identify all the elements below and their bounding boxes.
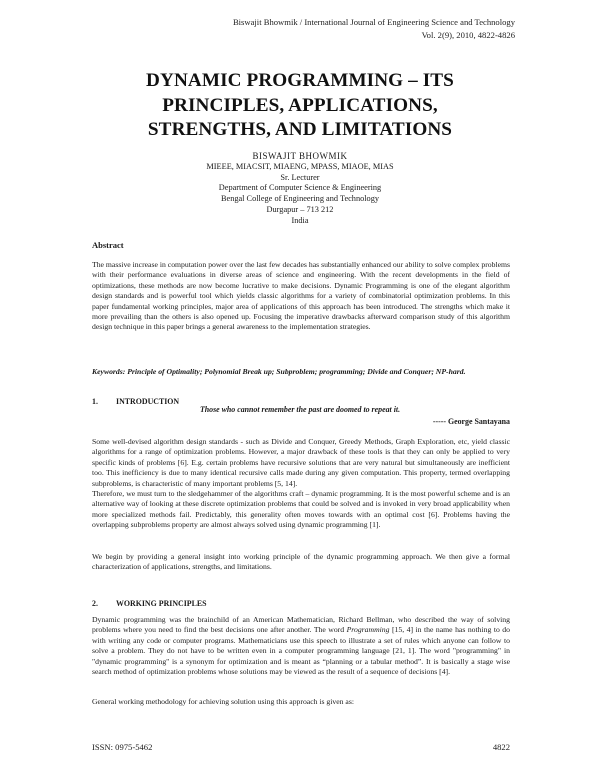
- title-line-3: STRENGTHS, AND LIMITATIONS: [147, 119, 453, 140]
- section-2-heading: [92, 599, 207, 608]
- section-2-title: WORKING PRINCIPLES: [116, 599, 207, 608]
- working-principles-paragraph-2: General working methodology for achieving solution using this approach is given as:: [92, 697, 354, 706]
- author-country: India: [291, 215, 309, 225]
- intro-paragraph-2: Therefore, we must turn to the sledgehammer of the algorithms craft – dynamic programming. It is the most powerful scheme and is an alternative way of looking at these discrete optimization problems that could be solved and is invoked in very broad applicability when more specialized methods fail. Predictably, this generality often moves towards with an optimal cost [6]. Problems having the overlapping subproblems property are almost always solved using dynamic programming [1].: [92, 489, 510, 530]
- abstract-heading: Abstract: [92, 240, 124, 250]
- working-principles-paragraph-1: [92, 615, 510, 677]
- author-block: [150, 151, 450, 227]
- abstract-text: The massive increase in computation power over the last few decades has substantially enhanced our ability to solve complex problems with their performance evaluations in diverse areas of science and engineering. With the recent developments in the field of optimizations, these methods are now become lucrative to make decisions. Dynamic Programming is one of the elegant algorithm design standards and is powerful tool which yields classic algorithms for a variety of combinatorial optimization problems. In this paper fundamental working principles, major area of applications of this approach has been introduced. The strengths which make it more prevailing than the others is also opened up. Focusing the imperative drawbacks afterward comparison study of this algorithm design technique in this paper brings a general awareness to the implementation strategies.: [92, 260, 510, 332]
- keywords: Keywords: Principle of Optimality; Polynomial Break up; Subproblem; programming; Divide and Conquer; NP-hard.: [92, 367, 466, 376]
- header-journal: Biswajit Bhowmik / International Journal of Engineering Science and Technology: [232, 17, 515, 27]
- author-memberships: MIEEE, MIACSIT, MIAENG, MPASS, MIAOE, MIAS: [206, 161, 394, 171]
- running-header: [95, 16, 515, 42]
- intro-paragraph-3: We begin by providing a general insight into working principle of the dynamic programming approach. We then give a formal characterization of applications, strengths, and limitations.: [92, 552, 510, 572]
- footer-page-number: 4822: [492, 742, 510, 752]
- epigraph-quote: Those who cannot remember the past are doomed to repeat it.: [199, 405, 401, 414]
- title-line-2: PRINCIPLES, APPLICATIONS,: [162, 94, 438, 116]
- epigraph-attribution: ----- George Santayana: [432, 417, 510, 426]
- section-2-number: 2.: [92, 599, 98, 608]
- paper-title: [70, 69, 530, 143]
- section-1-number: 1.: [92, 397, 98, 406]
- wp-emphasis-programming: Programming: [346, 625, 390, 635]
- header-volume: Vol. 2(9), 2010, 4822-4826: [421, 30, 515, 40]
- author-position: Sr. Lecturer: [280, 172, 320, 182]
- intro-paragraph-1: Some well-devised algorithm design standards - such as Divide and Conquer, Greedy Methods, Graph Exploration, etc, yield classic algorithms for a range of optimization problems. However, a major drawback of these tools is that they can only be applied to very specific kinds of problems [6]. E.g. certain problems have recursive solutions that are very natural but simultaneously are inefficient too. This inefficiency is due to many identical recursive calls made during any given computation. This property, termed overlapping subproblems, is characteristic of many important problems [5, 14].: [92, 437, 510, 488]
- author-department: Department of Computer Science & Engineering: [218, 183, 382, 193]
- wp-text-b: [15, 4] in the name has nothing to do with writing any code or computer programs. Mathematicians use this speech to illustrate a set of rules which anyone can follow to solve a problem. They do not have to be written even in a computer programming language [21, 1]. The word "programming" in "dynamic programming" is a synonym for optimization and is meant as “planning or a tabular method”. It is basically a stage wise search method of optimization problems whose solutions may be viewed as the result of a sequence of decisions [4].: [92, 625, 510, 677]
- footer-issn: ISSN: 0975-5462: [92, 742, 153, 752]
- wp-text-a: Dynamic programming was the brainchild of an American Mathematician, Richard Bellman, who described the way of solving problems where you need to find the best decisions one after another. The word: [92, 615, 510, 635]
- title-line-1: DYNAMIC PROGRAMMING – ITS: [146, 70, 454, 91]
- section-1-title: INTRODUCTION: [116, 397, 180, 406]
- author-city: Durgapur – 713 212: [266, 204, 334, 214]
- author-name: BISWAJIT BHOWMIK: [252, 151, 348, 161]
- author-college: Bengal College of Engineering and Technology: [220, 194, 380, 204]
